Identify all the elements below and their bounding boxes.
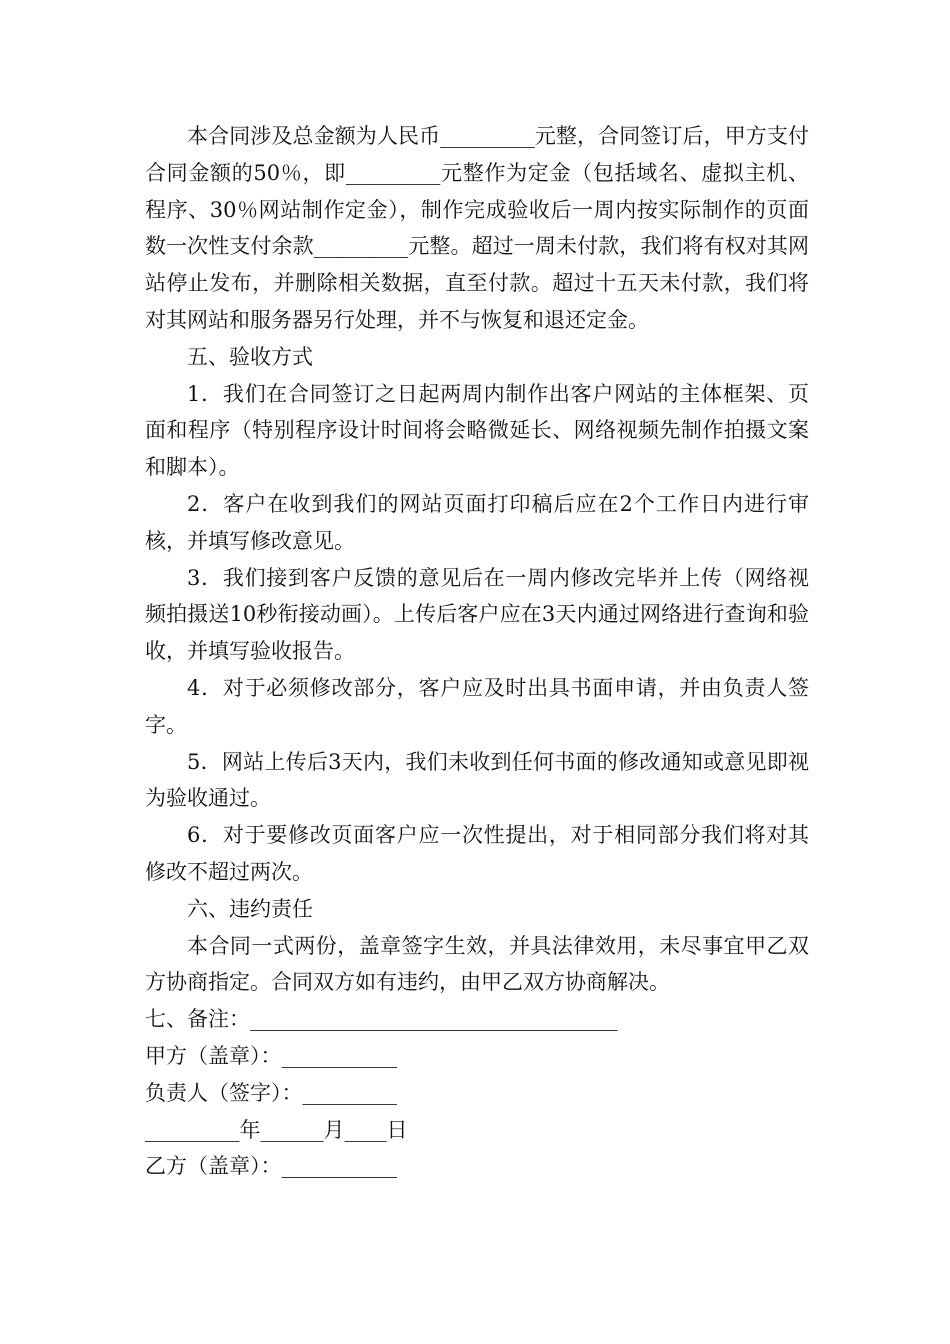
liability-clause: 本合同一式两份，盖章签字生效，并具法律效用，未尽事宜甲乙双方协商指定。合同双方如有违约，由甲乙双方协商解决。 xyxy=(145,933,809,995)
acceptance-item-5: 5．网站上传后3天内，我们未收到任何书面的修改通知或意见即视为验收通过。 xyxy=(145,749,809,811)
section-heading-acceptance: 五、验收方式 xyxy=(187,344,313,369)
responsible-signature-line: 负责人（签字）：_________ xyxy=(145,1080,397,1105)
acceptance-item-4: 4．对于必须修改部分，客户应及时出具书面申请，并由负责人签字。 xyxy=(145,675,809,737)
acceptance-item-3: 3．我们接到客户反馈的意见后在一周内修改完毕并上传（网络视频拍摄送10秒衔接动画）。上传后客户应在3天内通过网络进行查询和验收，并填写验收报告。 xyxy=(145,565,809,664)
acceptance-item-1: 1．我们在合同签订之日起两周内制作出客户网站的主体框架、页面和程序（特别程序设计时间将会略微延长、网络视频先制作拍摄文案和脚本）。 xyxy=(145,381,809,480)
party-b-seal-line: 乙方（盖章）：___________ xyxy=(145,1154,397,1179)
date-line: _________年______月____日 xyxy=(145,1117,408,1142)
acceptance-item-6: 6．对于要修改页面客户应一次性提出，对于相同部分我们将对其修改不超过两次。 xyxy=(145,823,809,884)
acceptance-item-2: 2．客户在收到我们的网站页面打印稿后应在2个工作日内进行审核，并填写修改意见。 xyxy=(145,491,809,553)
party-a-seal-line: 甲方（盖章）：___________ xyxy=(145,1043,397,1068)
payment-clause: 本合同涉及总金额为人民币_________元整，合同签订后，甲方支付合同金额的50％，即_________元整作为定金（包括域名、虚拟主机、程序、30％网站制作定金），制作完成验收后一周内按实际制作的页面数一次性支付余款_________元整。超过一周未付款，我们将有权对其网站停止发布，并删除相关数据，直至付款。超过十五天未付款，我们将对其网站和服务器另行处理，并不与恢复和退还定金。 xyxy=(145,124,809,332)
section-heading-liability: 六、违约责任 xyxy=(187,896,313,921)
remarks-line: 七、备注：___________________________________ xyxy=(145,1007,618,1032)
document-page xyxy=(145,118,809,1185)
